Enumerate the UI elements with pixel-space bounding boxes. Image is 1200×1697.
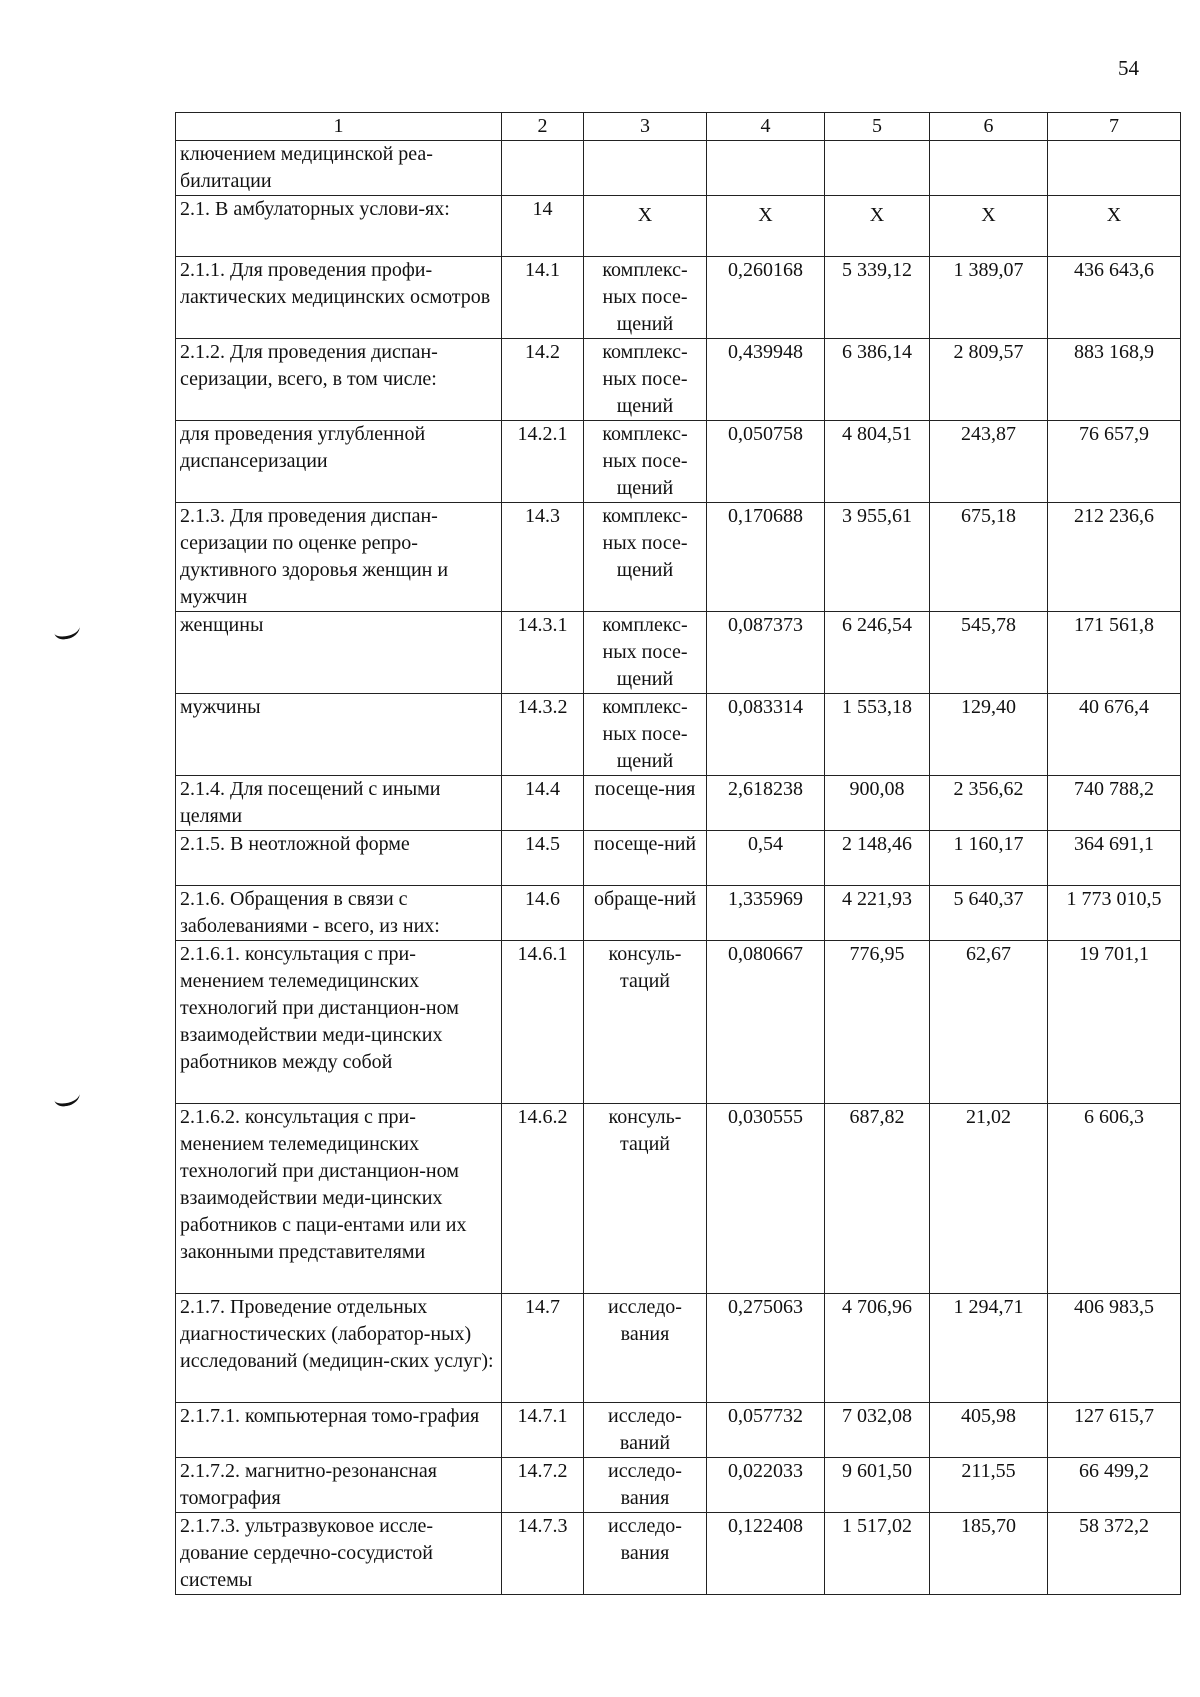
row-value-5: [825, 141, 930, 196]
row-value-6: 405,98: [930, 1403, 1048, 1458]
row-value-7: 436 643,6: [1048, 257, 1181, 339]
row-value-7: 6 606,3: [1048, 1104, 1181, 1294]
row-name: 2.1.7.2. магнитно-резонансная томография: [176, 1458, 502, 1513]
row-value-6: 2 356,62: [930, 776, 1048, 831]
row-code: 14.2.1: [502, 421, 584, 503]
row-name: женщины: [176, 612, 502, 694]
row-value-4: 0,087373: [707, 612, 825, 694]
table-row: [176, 886, 1181, 941]
row-value-5: 4 804,51: [825, 421, 930, 503]
table-row: [176, 694, 1181, 776]
row-value-4: 0,260168: [707, 257, 825, 339]
row-name: 2.1.7. Проведение отдельных диагностических (лаборатор-ных) исследований (медицин-ских услуг):: [176, 1294, 502, 1403]
row-value-4: 0,54: [707, 831, 825, 886]
row-value-7: 364 691,1: [1048, 831, 1181, 886]
row-code: 14.6.1: [502, 941, 584, 1104]
column-header: 1: [176, 113, 502, 141]
row-code: 14.7.3: [502, 1513, 584, 1595]
table-row: [176, 1104, 1181, 1294]
row-value-5: 776,95: [825, 941, 930, 1104]
row-value-5: 2 148,46: [825, 831, 930, 886]
row-unit: комплекс-ных посе-щений: [584, 612, 707, 694]
table-row: [176, 421, 1181, 503]
row-code: 14.7.1: [502, 1403, 584, 1458]
row-value-7: 127 615,7: [1048, 1403, 1181, 1458]
table-row: [176, 612, 1181, 694]
row-code: 14.6.2: [502, 1104, 584, 1294]
row-value-7: Х: [1048, 196, 1181, 257]
row-name: мужчины: [176, 694, 502, 776]
table-row: [176, 1513, 1181, 1595]
row-unit: исследо-ваний: [584, 1403, 707, 1458]
row-value-5: 4 221,93: [825, 886, 930, 941]
row-value-5: 687,82: [825, 1104, 930, 1294]
row-name: 2.1.6. Обращения в связи с заболеваниями - всего, из них:: [176, 886, 502, 941]
handwritten-check-mark: [53, 618, 81, 640]
row-unit: посеще-ния: [584, 776, 707, 831]
row-unit: посеще-ний: [584, 831, 707, 886]
row-value-6: 1 160,17: [930, 831, 1048, 886]
row-name: 2.1.4. Для посещений с иными целями: [176, 776, 502, 831]
row-code: 14.7.2: [502, 1458, 584, 1513]
row-code: 14.2: [502, 339, 584, 421]
row-code: 14.3.1: [502, 612, 584, 694]
row-code: 14: [502, 196, 584, 257]
row-code: 14.5: [502, 831, 584, 886]
row-value-5: 3 955,61: [825, 503, 930, 612]
row-value-4: 0,170688: [707, 503, 825, 612]
table-row: [176, 1458, 1181, 1513]
row-value-7: 406 983,5: [1048, 1294, 1181, 1403]
row-value-7: 740 788,2: [1048, 776, 1181, 831]
row-value-7: 58 372,2: [1048, 1513, 1181, 1595]
row-unit: исследо-вания: [584, 1513, 707, 1595]
row-value-5: Х: [825, 196, 930, 257]
row-value-5: 9 601,50: [825, 1458, 930, 1513]
row-unit: консуль-таций: [584, 941, 707, 1104]
row-value-7: 66 499,2: [1048, 1458, 1181, 1513]
row-unit: [584, 141, 707, 196]
row-value-4: 0,275063: [707, 1294, 825, 1403]
row-value-5: 7 032,08: [825, 1403, 930, 1458]
handwritten-check-mark: [53, 1085, 81, 1107]
table-row: [176, 831, 1181, 886]
row-value-6: 21,02: [930, 1104, 1048, 1294]
row-value-4: 1,335969: [707, 886, 825, 941]
row-value-6: 211,55: [930, 1458, 1048, 1513]
row-code: [502, 141, 584, 196]
row-unit: Х: [584, 196, 707, 257]
table-row: [176, 196, 1181, 257]
row-name: 2.1.7.3. ультразвуковое иссле-дование сердечно-сосудистой системы: [176, 1513, 502, 1595]
table-row: [176, 257, 1181, 339]
row-name: для проведения углубленной диспансеризации: [176, 421, 502, 503]
row-value-4: 0,080667: [707, 941, 825, 1104]
row-value-4: 0,030555: [707, 1104, 825, 1294]
row-value-5: 5 339,12: [825, 257, 930, 339]
row-name: 2.1.3. Для проведения диспан-серизации по оценке репро-дуктивного здоровья женщин и мужчин: [176, 503, 502, 612]
row-value-7: 1 773 010,5: [1048, 886, 1181, 941]
row-value-6: 243,87: [930, 421, 1048, 503]
table-row: [176, 141, 1181, 196]
table-row: [176, 1403, 1181, 1458]
row-unit: комплекс-ных посе-щений: [584, 694, 707, 776]
row-value-4: 0,122408: [707, 1513, 825, 1595]
row-unit: исследо-вания: [584, 1458, 707, 1513]
table-row: [176, 503, 1181, 612]
row-name: 2.1.6.2. консультация с при-менением телемедицинских технологий при дистанцион-ном взаимодействии меди-цинских работников с паци-ентами или их законными представителями: [176, 1104, 502, 1294]
row-value-6: 1 294,71: [930, 1294, 1048, 1403]
row-value-5: 4 706,96: [825, 1294, 930, 1403]
table-row: [176, 941, 1181, 1104]
row-value-4: 2,618238: [707, 776, 825, 831]
row-value-6: 2 809,57: [930, 339, 1048, 421]
row-code: 14.3.2: [502, 694, 584, 776]
header-row: [176, 113, 1181, 141]
row-value-5: 900,08: [825, 776, 930, 831]
row-value-4: 0,050758: [707, 421, 825, 503]
row-value-4: 0,057732: [707, 1403, 825, 1458]
row-name: 2.1. В амбулаторных услови-ях:: [176, 196, 502, 257]
row-value-7: 40 676,4: [1048, 694, 1181, 776]
column-header: 2: [502, 113, 584, 141]
row-value-7: 212 236,6: [1048, 503, 1181, 612]
row-value-5: 1 553,18: [825, 694, 930, 776]
column-header: 5: [825, 113, 930, 141]
row-value-7: 883 168,9: [1048, 339, 1181, 421]
row-code: 14.3: [502, 503, 584, 612]
row-unit: исследо-вания: [584, 1294, 707, 1403]
row-value-6: 129,40: [930, 694, 1048, 776]
row-value-4: 0,022033: [707, 1458, 825, 1513]
row-unit: комплекс-ных посе-щений: [584, 257, 707, 339]
column-header: 7: [1048, 113, 1181, 141]
row-name: ключением медицинской реа-билитации: [176, 141, 502, 196]
column-header: 4: [707, 113, 825, 141]
row-name: 2.1.1. Для проведения профи-лактических медицинских осмотров: [176, 257, 502, 339]
table-row: [176, 339, 1181, 421]
row-unit: обраще-ний: [584, 886, 707, 941]
row-value-6: Х: [930, 196, 1048, 257]
row-value-5: 1 517,02: [825, 1513, 930, 1595]
row-value-7: [1048, 141, 1181, 196]
row-value-4: 0,083314: [707, 694, 825, 776]
row-code: 14.1: [502, 257, 584, 339]
row-value-6: 62,67: [930, 941, 1048, 1104]
column-header: 3: [584, 113, 707, 141]
row-value-6: 5 640,37: [930, 886, 1048, 941]
row-value-7: 76 657,9: [1048, 421, 1181, 503]
data-table: [175, 112, 1181, 1595]
row-value-4: 0,439948: [707, 339, 825, 421]
row-unit: комплекс-ных посе-щений: [584, 503, 707, 612]
column-header: 6: [930, 113, 1048, 141]
row-value-5: 6 386,14: [825, 339, 930, 421]
row-unit: консуль-таций: [584, 1104, 707, 1294]
table-row: [176, 1294, 1181, 1403]
row-value-4: Х: [707, 196, 825, 257]
row-value-4: [707, 141, 825, 196]
row-value-6: 185,70: [930, 1513, 1048, 1595]
row-unit: комплекс-ных посе-щений: [584, 339, 707, 421]
row-value-6: 1 389,07: [930, 257, 1048, 339]
row-name: 2.1.6.1. консультация с при-менением телемедицинских технологий при дистанцион-ном взаимодействии меди-цинских работников между собой: [176, 941, 502, 1104]
page-number: 54: [1118, 56, 1139, 80]
row-value-7: 171 561,8: [1048, 612, 1181, 694]
row-name: 2.1.2. Для проведения диспан-серизации, всего, в том числе:: [176, 339, 502, 421]
row-code: 14.7: [502, 1294, 584, 1403]
row-code: 14.6: [502, 886, 584, 941]
row-code: 14.4: [502, 776, 584, 831]
row-name: 2.1.5. В неотложной форме: [176, 831, 502, 886]
table-row: [176, 776, 1181, 831]
row-value-6: 545,78: [930, 612, 1048, 694]
row-unit: комплекс-ных посе-щений: [584, 421, 707, 503]
row-value-6: 675,18: [930, 503, 1048, 612]
row-value-7: 19 701,1: [1048, 941, 1181, 1104]
row-name: 2.1.7.1. компьютерная томо-графия: [176, 1403, 502, 1458]
row-value-5: 6 246,54: [825, 612, 930, 694]
row-value-6: [930, 141, 1048, 196]
